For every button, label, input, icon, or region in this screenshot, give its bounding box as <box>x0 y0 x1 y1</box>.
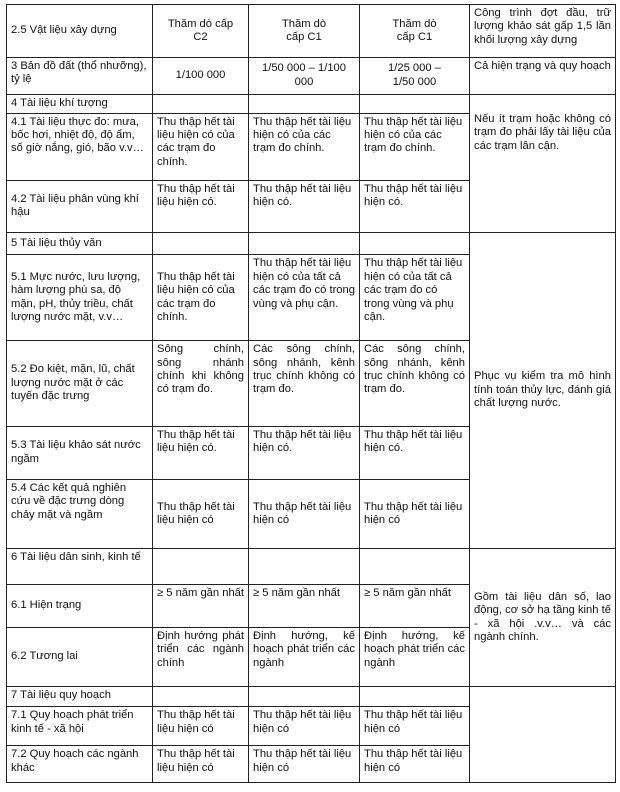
value-cell: Thu thập hết tài liệu hiện có. <box>360 426 470 479</box>
level-c1-header: Thăm dò cấp C1 <box>249 5 360 58</box>
value-cell: Thu thập hết tài liệu hiện có <box>360 707 470 746</box>
note-empty <box>470 686 616 782</box>
value-cell: Thu thập hết tài liệu hiện có của các trạm đo chính. <box>360 113 470 180</box>
value-cell: Các sông chính, sông nhánh, kênh trục chính không có trạm đo. <box>249 341 360 427</box>
value-cell: ≥ 5 năm gần nhất <box>249 584 360 627</box>
row-label: 4.2 Tài liệu phân vùng khí hậu <box>7 180 153 232</box>
survey-requirements-table <box>6 4 616 783</box>
value-cell: Thu thập hết tài liệu hiện có. <box>153 180 249 232</box>
value-cell: Thu thập hết tài liệu hiện có. <box>153 426 249 479</box>
row-label: 2.5 Vật liệu xây dựng <box>7 5 153 58</box>
row-label: 7.1 Quy hoạch phát triển kinh tế - xã hội <box>7 707 153 746</box>
row-label: 4.1 Tài liệu thực đo: mưa, bốc hơi, nhiệt độ, độ ẩm, số giờ nắng, gió, bão v.v… <box>7 113 153 180</box>
value-cell: Thu thập hết tài liệu hiện có của các trạm đo chính. <box>153 255 249 341</box>
section-label: 5 Tài liệu thủy văn <box>7 232 153 254</box>
scale-c1: 1/50 000 – 1/100 000 <box>249 58 360 95</box>
row-label: 7.2 Quy hoạch các ngành khác <box>7 746 153 783</box>
section-label: 7 Tài liệu quy hoạch <box>7 686 153 706</box>
value-cell: ≥ 5 năm gần nhất <box>360 584 470 627</box>
empty-cell <box>249 232 360 254</box>
empty-cell <box>360 549 470 585</box>
empty-cell <box>360 232 470 254</box>
value-cell: ≥ 5 năm gần nhất <box>153 584 249 627</box>
note-socio-economic: Gồm tài liệu dân số, lao động, cơ sở hạ tầng kinh tế - xã hội .v.v… và các ngành chính. <box>470 549 616 687</box>
value-cell: Thu thập hết tài liệu hiện có. <box>360 180 470 232</box>
table-row <box>7 232 616 254</box>
empty-cell <box>360 686 470 706</box>
level-c1-header: Thăm dò cấp C1 <box>360 5 470 58</box>
note-cell: Cả hiện trạng và quy hoạch <box>470 58 616 95</box>
table-row <box>7 5 616 58</box>
value-cell: Thu thập hết tài liệu hiện có <box>153 707 249 746</box>
value-cell: Các sông chính, sông nhánh, kênh trục chính không có trạm đo. <box>360 341 470 427</box>
value-cell: Thu thập hết tài liệu hiện có <box>360 746 470 783</box>
table-row <box>7 94 616 113</box>
table-row <box>7 686 616 706</box>
level-c2-header: Thăm dò cấp C2 <box>153 5 249 58</box>
table-row <box>7 58 616 95</box>
value-cell: Thu thập hết tài liệu hiện có của tất cả các trạm đo có trong vùng và phụ cận. <box>249 255 360 341</box>
scale-c1: 1/25 000 – 1/50 000 <box>360 58 470 95</box>
value-cell: Thu thập hết tài liệu hiện có <box>153 479 249 548</box>
empty-cell <box>153 232 249 254</box>
row-label: 6.1 Hiện trạng <box>7 584 153 627</box>
value-cell: Định hướng phát triển các ngành chính <box>153 627 249 686</box>
row-label: 5.3 Tài liệu khảo sát nước ngầm <box>7 426 153 479</box>
empty-cell <box>249 94 360 113</box>
note-hydrology: Phục vụ kiểm tra mô hình tính toán thủy lực, đánh giá chất lượng nước. <box>470 232 616 548</box>
value-cell: Thu thập hết tài liệu hiện có. <box>249 426 360 479</box>
value-cell: Thu thập hết tài liệu hiện có <box>153 746 249 783</box>
value-cell: Định hướng, kế hoạch phát triển các ngành <box>360 627 470 686</box>
empty-cell <box>153 686 249 706</box>
section-label: 6 Tài liệu dân sinh, kinh tế <box>7 549 153 585</box>
value-cell: Thu thập hết tài liệu hiện có của các trạm đo chính. <box>153 113 249 180</box>
empty-cell <box>153 549 249 585</box>
empty-cell <box>153 94 249 113</box>
table-row <box>7 549 616 585</box>
value-cell: Thu thập hết tài liệu hiện có. <box>249 180 360 232</box>
row-label: 6.2 Tương lai <box>7 627 153 686</box>
note-climate: Nếu ít trạm hoặc không có trạm đo phải lấy tài liệu của các trạm lân cận. <box>470 94 616 232</box>
value-cell: Thu thập hết tài liệu hiện có <box>249 479 360 548</box>
empty-cell <box>360 94 470 113</box>
value-cell: Sông chính, sông nhánh chính khi không có trạm đo. <box>153 341 249 427</box>
value-cell: Thu thập hết tài liệu hiện có <box>360 479 470 548</box>
value-cell: Thu thập hết tài liệu hiện có của tất cả các trạm đo có trong vùng và phụ cận. <box>360 255 470 341</box>
row-label: 3 Bản đồ đất (thổ nhưỡng), tỷ lệ <box>7 58 153 95</box>
section-label: 4 Tài liệu khí tượng <box>7 94 153 113</box>
row-label: 5.1 Mực nước, lưu lượng, hàm lượng phù sa, độ mặn, pH, thủy triều, chất lượng nước mặt, v.v… <box>7 255 153 341</box>
value-cell: Thu thập hết tài liệu hiện có <box>249 707 360 746</box>
note-cell: Công trình đợt đầu, trữ lượng khảo sát gấp 1,5 lần khối lượng xây dựng <box>470 5 616 58</box>
empty-cell <box>249 549 360 585</box>
row-label: 5.4 Các kết quả nghiên cứu về đặc trưng dòng chảy mặt và ngầm <box>7 479 153 548</box>
value-cell: Định hướng, kế hoạch phát triển các ngành <box>249 627 360 686</box>
value-cell: Thu thập hết tài liệu hiện có của các trạm đo chính. <box>249 113 360 180</box>
row-label: 5.2 Đo kiệt, mặn, lũ, chất lượng nước mặt ở các tuyến đặc trưng <box>7 341 153 427</box>
scale-c2: 1/100 000 <box>153 58 249 95</box>
value-cell: Thu thập hết tài liệu hiện có <box>249 746 360 783</box>
empty-cell <box>249 686 360 706</box>
